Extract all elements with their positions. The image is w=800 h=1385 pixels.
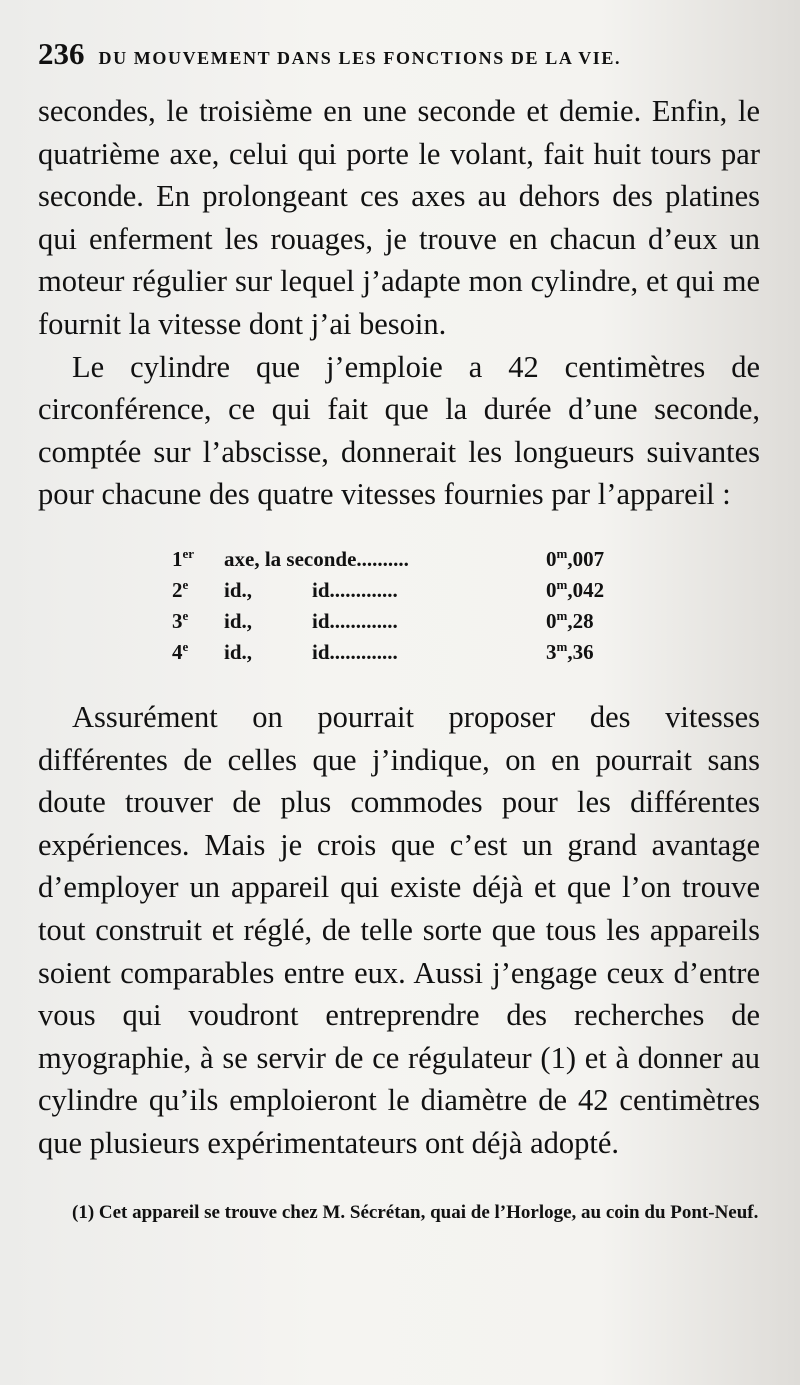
axis-id: id., [224,608,253,633]
footnote-marker: (1) [72,1202,95,1224]
running-title: DU MOUVEMENT DANS LES FONCTIONS DE LA VIE. [98,48,622,68]
paragraph-continued: secondes, le troisième en une seconde et demie. Enfin, le quatrième axe, celui qui porte le volant, fait huit tours par seconde. En prolongeant ces axes au dehors des platines qui enferment les rouages, je trouve en chacun d’eux un moteur régulier sur lequel j’adapte mon cylindre, et qui me fournit la vitesse dont j’ai besoin. [38,94,760,341]
paragraph-cylinder: Le cylindre que j’emploie a 42 centimètres de circonférence, ce qui fait que la durée d’une seconde, comptée sur l’abscisse, donnerait les longueurs suivantes pour chacune des quatre vitesses fournies par l’appareil : [38,349,760,512]
axis-ordinal: 3e [172,607,189,633]
dot-leader: ............. [329,577,398,602]
footnote-text: Cet appareil se trouve chez M. Sécrétan, quai de l’Horloge, au coin du Pont-Neuf. [98,1202,759,1224]
dot-leader: ............. [329,608,398,633]
axis-description: id............. [312,639,398,664]
axis-description: axe, la seconde.......... [224,546,409,571]
axis-id: id., [224,577,253,602]
axis-ordinal: 4e [172,638,189,664]
body-text [38,90,760,1164]
length-value: 0$^m$,28 [546,607,594,633]
axis-description: id............. [312,577,398,602]
axis-description: id............. [312,608,398,633]
footnote [38,1198,760,1228]
table-row [172,577,652,608]
axis-ordinal: 1er [172,545,195,571]
table-row [172,546,652,577]
axis-id: id., [224,639,253,664]
length-value: 0$^m$,007 [546,545,605,571]
table-row [172,608,652,639]
speed-table [172,546,652,670]
axis-ordinal: 2e [172,576,189,602]
paragraph-conclusion: Assurément on pourrait proposer des vitesses différentes de celles que j’indique, on en pourrait sans doute trouver de plus commodes pour les différentes expériences. Mais je crois que c’est un grand avantage d’employer un appareil qui existe déjà et que l’on trouve tout construit et réglé, de telle sorte que tous les appareils soient comparables entre eux. Aussi j’engage ceux d’entre vous qui voudront entreprendre des recherches de myographie, à se servir de ce régulateur (1) et à donner au cylindre qu’ils emploieront le diamètre de 42 centimètres que plusieurs expérimentateurs ont déjà adopté. [38,699,760,1160]
page-number: 236 [38,36,85,71]
dot-leader: ............. [329,639,398,664]
length-value: 0$^m$,042 [546,576,605,602]
table-row [172,639,652,670]
running-head [38,36,760,86]
dot-leader: .......... [356,546,409,571]
length-value: 3$^m$,36 [546,638,594,664]
